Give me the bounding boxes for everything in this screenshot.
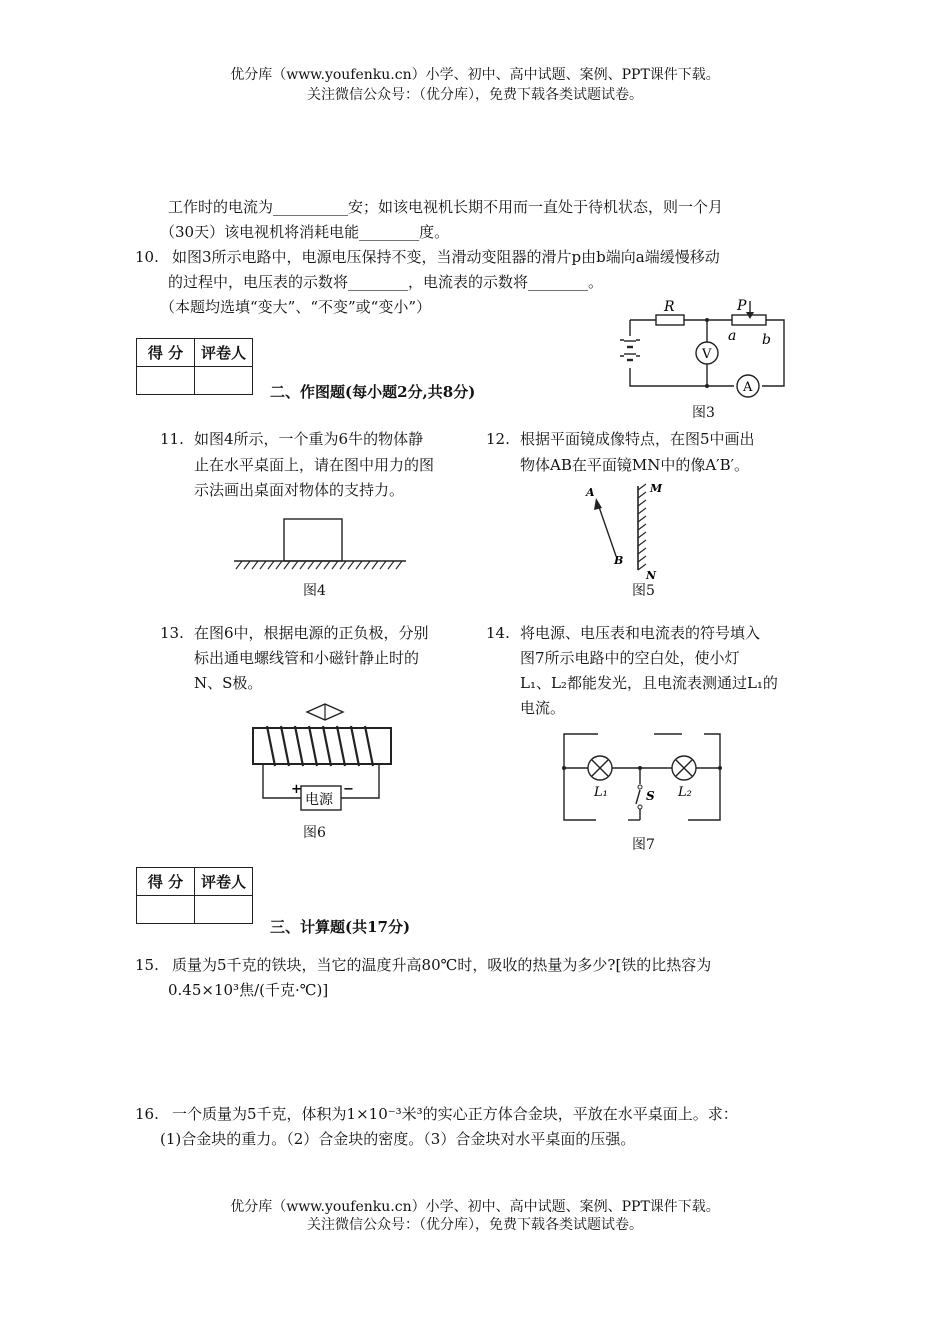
q14-line-1: 将电源、电压表和电流表的符号填入 — [520, 624, 761, 642]
q15-number: 15. — [135, 956, 159, 974]
q15-line-2: 0.45×10³焦/(千克·℃)] — [168, 981, 329, 999]
q14-number: 14. — [486, 624, 510, 642]
score-box-2 — [136, 867, 253, 924]
header-line-1: 优分库（www.youfenku.cn）小学、初中、高中试题、案例、PPT课件下载。 — [230, 67, 720, 83]
figure-5-plane-mirror — [580, 478, 670, 582]
q16-line-2: (1)合金块的重力。（2）合金块的密度。（3）合金块对水平桌面的压强。 — [160, 1130, 636, 1148]
fig5-label-B: B — [614, 554, 624, 567]
grader-label: 评卷人 — [195, 868, 253, 896]
fig5-label-A: A — [586, 486, 595, 499]
q11-line-1: 如图4所示，一个重为6牛的物体静 — [194, 430, 424, 448]
fig3-label-R: R — [664, 299, 675, 315]
figure-7-circuit — [558, 728, 728, 828]
fig5-label-M: M — [650, 482, 663, 495]
fig3-label-P: P — [737, 298, 747, 314]
figure-4-block-on-table — [232, 515, 412, 575]
grader-cell[interactable] — [195, 367, 253, 395]
positive-terminal: + — [291, 782, 302, 797]
q16-line-1: 一个质量为5千克，体积为1×10⁻³米³的实心正方体合金块，平放在水平桌面上。求： — [172, 1105, 738, 1123]
q11-number: 11. — [160, 430, 184, 448]
fig5-label-N: N — [646, 569, 657, 582]
header-line-2: 关注微信公众号：（优分库），免费下载各类试题试卷。 — [307, 87, 643, 103]
grader-label: 评卷人 — [195, 339, 253, 367]
q13-line-2: 标出通电螺线管和小磁针静止时的 — [194, 649, 420, 667]
q11-line-3: 示法画出桌面对物体的支持力。 — [194, 481, 405, 499]
score-box-1 — [136, 338, 253, 395]
fig7-label-L1: L₁ — [594, 785, 608, 800]
voltmeter-label: V — [702, 347, 712, 362]
q11-line-2: 止在水平桌面上，请在图中用力的图 — [194, 456, 435, 474]
ammeter-label: A — [743, 380, 753, 395]
q13-line-3: N、S极。 — [194, 674, 263, 692]
q12-line-1: 根据平面镜成像特点，在图5中画出 — [520, 430, 755, 448]
q12-line-2: 物体AB在平面镜MN中的像A′B′。 — [520, 456, 750, 474]
q10-number: 10. — [135, 248, 159, 266]
q13-line-1: 在图6中，根据电源的正负极，分别 — [194, 624, 429, 642]
fig7-caption: 图7 — [632, 837, 655, 853]
score-cell[interactable] — [137, 367, 195, 395]
footer-line-1: 优分库（www.youfenku.cn）小学、初中、高中试题、案例、PPT课件下载。 — [230, 1199, 720, 1215]
q10-line-1: 如图3所示电路中，电源电压保持不变，当滑动变阻器的滑片p由b端向a端缓慢移动 — [172, 248, 720, 266]
score-label: 得 分 — [137, 868, 195, 896]
q9-line-1: 工作时的电流为__________安；如该电视机长期不用而一直处于待机状态，则一个月 — [168, 198, 724, 216]
fig7-label-S: S — [646, 789, 655, 803]
fig3-caption: 图3 — [692, 405, 715, 421]
fig3-label-b: b — [762, 332, 771, 348]
q14-line-4: 电流。 — [520, 699, 566, 717]
fig4-caption: 图4 — [303, 583, 326, 599]
q14-line-3: L₁、L₂都能发光，且电流表测通过L₁的 — [520, 674, 778, 692]
grader-cell[interactable] — [195, 896, 253, 924]
figure-6-solenoid — [245, 698, 400, 816]
footer-line-2: 关注微信公众号：（优分库），免费下载各类试题试卷。 — [307, 1217, 643, 1233]
negative-terminal: − — [343, 782, 354, 797]
section-3-title: 三、计算题(共17分) — [270, 918, 411, 936]
q10-line-2: 的过程中，电压表的示数将________，电流表的示数将________。 — [168, 273, 604, 291]
section-2-title: 二、作图题(每小题2分,共8分) — [270, 383, 476, 401]
q13-number: 13. — [160, 624, 184, 642]
fig5-caption: 图5 — [632, 583, 655, 599]
q10-line-3: （本题均选填“变大”、“不变”或“变小”） — [160, 298, 432, 316]
q15-line-1: 质量为5千克的铁块，当它的温度升高80℃时，吸收的热量为多少?[铁的比热容为 — [172, 956, 712, 974]
q16-number: 16. — [135, 1105, 159, 1123]
q12-number: 12. — [486, 430, 510, 448]
fig3-label-a: a — [728, 328, 737, 344]
power-source-label: 电源 — [305, 792, 333, 808]
fig6-caption: 图6 — [303, 825, 326, 841]
score-cell[interactable] — [137, 896, 195, 924]
score-label: 得 分 — [137, 339, 195, 367]
fig7-label-L2: L₂ — [678, 785, 692, 800]
q14-line-2: 图7所示电路中的空白处，使小灯 — [520, 649, 740, 667]
q9-line-2: （30天）该电视机将消耗电能________度。 — [160, 223, 450, 241]
